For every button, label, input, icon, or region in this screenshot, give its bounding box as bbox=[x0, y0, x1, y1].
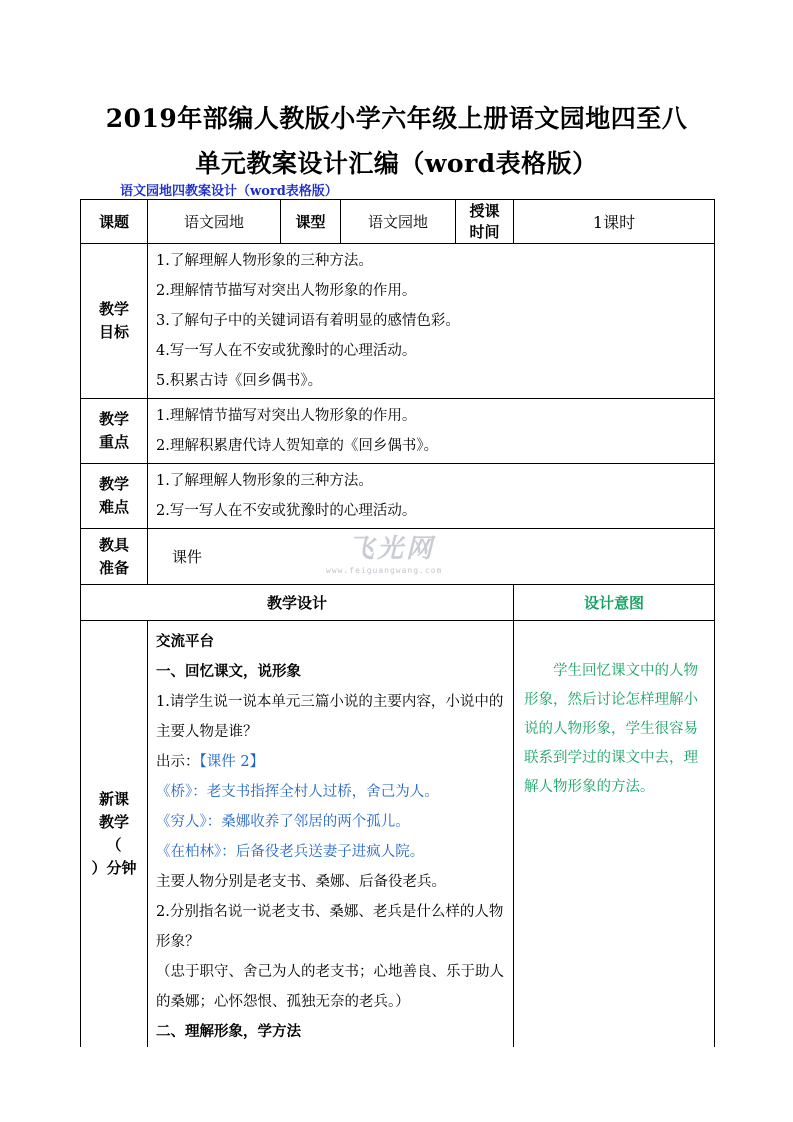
key-points-row bbox=[81, 399, 715, 464]
story-3: 《在柏林》：后备役老兵送妻子进疯人院。 bbox=[156, 844, 425, 860]
goal-item: 5.积累古诗《回乡偶书》。 bbox=[156, 373, 323, 389]
difficulties-label-line-2: 难点 bbox=[98, 498, 129, 516]
question-1: 1.请学生说一说本单元三篇小说的主要内容，小说中的主要人物是谁？ bbox=[156, 694, 504, 740]
lesson-label-line-4: ）分钟 bbox=[91, 859, 137, 877]
difficulty-item: 1.了解理解人物形象的三种方法。 bbox=[156, 473, 373, 489]
question-2: 2.分别指名说一说老支书、桑娜、老兵是什么样的人物形象？ bbox=[156, 904, 504, 950]
story-1: 《桥》：老支书指挥全村人过桥，舍己为人。 bbox=[156, 784, 439, 800]
lesson-row bbox=[81, 621, 715, 1048]
topic-value: 语文园地 bbox=[148, 200, 281, 244]
difficulty-item: 2.写一写人在不安或犹豫时的心理活动。 bbox=[156, 503, 417, 519]
lesson-label-line-1: 新课 bbox=[98, 790, 129, 808]
key-point-item: 2.理解积累唐代诗人贺知章的《回乡偶书》。 bbox=[156, 438, 439, 454]
answer-text: （忠于职守、舍己为人的老支书；心地善良、乐于助人的桑娜；心怀怨恨、孤独无奈的老兵。） bbox=[156, 964, 504, 1010]
watermark-brand: 飞光网 bbox=[348, 534, 436, 564]
type-label: 课型 bbox=[281, 200, 341, 244]
goal-item: 2.理解情节描写对突出人物形象的作用。 bbox=[156, 283, 417, 299]
topic-label: 课题 bbox=[81, 200, 148, 244]
goal-item: 4.写一写人在不安或犹豫时的心理活动。 bbox=[156, 343, 417, 359]
time-label-line-1: 授课 bbox=[469, 201, 500, 220]
lesson-label-line-2: 教学 bbox=[98, 813, 129, 831]
lesson-label bbox=[81, 621, 148, 1048]
show-line bbox=[156, 747, 505, 777]
tools-label-line-1: 教具 bbox=[98, 535, 129, 554]
show-prefix: 出示： bbox=[156, 754, 200, 770]
difficulties-label bbox=[81, 464, 148, 529]
watermark-url: www.feiguangwang.com bbox=[326, 566, 443, 575]
key-points-label bbox=[81, 399, 148, 464]
lesson-content bbox=[148, 621, 514, 1048]
document-title-line-1: 2019年部编人教版小学六年级上册语文园地四至八 bbox=[105, 104, 688, 133]
lesson-plan-table bbox=[80, 199, 714, 1047]
key-points-content bbox=[148, 399, 715, 464]
goals-label-line-2: 目标 bbox=[98, 323, 129, 341]
story-2: 《穷人》：桑娜收养了邻居的两个孤儿。 bbox=[156, 814, 410, 830]
time-value: 1课时 bbox=[514, 200, 715, 244]
tools-row bbox=[81, 529, 715, 585]
time-label bbox=[456, 200, 514, 244]
tools-label bbox=[81, 529, 148, 585]
lesson-label-line-3: （ bbox=[106, 836, 122, 854]
main-characters: 主要人物分别是老支书、桑娜、后备役老兵。 bbox=[156, 874, 446, 890]
goals-content bbox=[148, 244, 715, 399]
tools-value: 课件 bbox=[148, 529, 715, 585]
design-header: 教学设计 bbox=[81, 585, 514, 621]
goal-item: 3.了解句子中的关键词语有着明显的感情色彩。 bbox=[156, 313, 460, 329]
lesson-subtitle: 语文园地四教案设计（word表格版） bbox=[120, 184, 338, 199]
header-row bbox=[81, 200, 715, 244]
key-points-label-line-1: 教学 bbox=[98, 410, 129, 428]
section-1-heading: 一、回忆课文，说形象 bbox=[156, 663, 301, 680]
design-header-row bbox=[81, 585, 715, 621]
design-intent-text bbox=[514, 621, 715, 1048]
time-label-line-2: 时间 bbox=[469, 222, 500, 241]
key-point-item: 1.理解情节描写对突出人物形象的作用。 bbox=[156, 408, 417, 424]
document-title-line-2: 单元教案设计汇编（word表格版） bbox=[195, 149, 598, 178]
difficulties-row bbox=[81, 464, 715, 529]
goal-item: 1.了解理解人物形象的三种方法。 bbox=[156, 253, 373, 269]
difficulties-content bbox=[148, 464, 715, 529]
goals-label bbox=[81, 244, 148, 399]
intent-header: 设计意图 bbox=[514, 585, 715, 621]
goals-label-line-1: 教学 bbox=[98, 300, 129, 318]
goals-row bbox=[81, 244, 715, 399]
section-2-heading: 二、理解形象，学方法 bbox=[156, 1023, 301, 1040]
type-value: 语文园地 bbox=[341, 200, 456, 244]
courseware-ref: 【课件 2】 bbox=[199, 754, 265, 770]
tools-label-line-2: 准备 bbox=[98, 558, 129, 577]
key-points-label-line-2: 重点 bbox=[98, 433, 129, 451]
platform-heading: 交流平台 bbox=[156, 633, 214, 650]
difficulties-label-line-1: 教学 bbox=[98, 475, 129, 493]
intent-paragraph: 学生回忆课文中的人物形象，然后讨论怎样理解小说的人物形象，学生很容易联系到学过的课文中去，理解人物形象的方法。 bbox=[524, 663, 698, 795]
